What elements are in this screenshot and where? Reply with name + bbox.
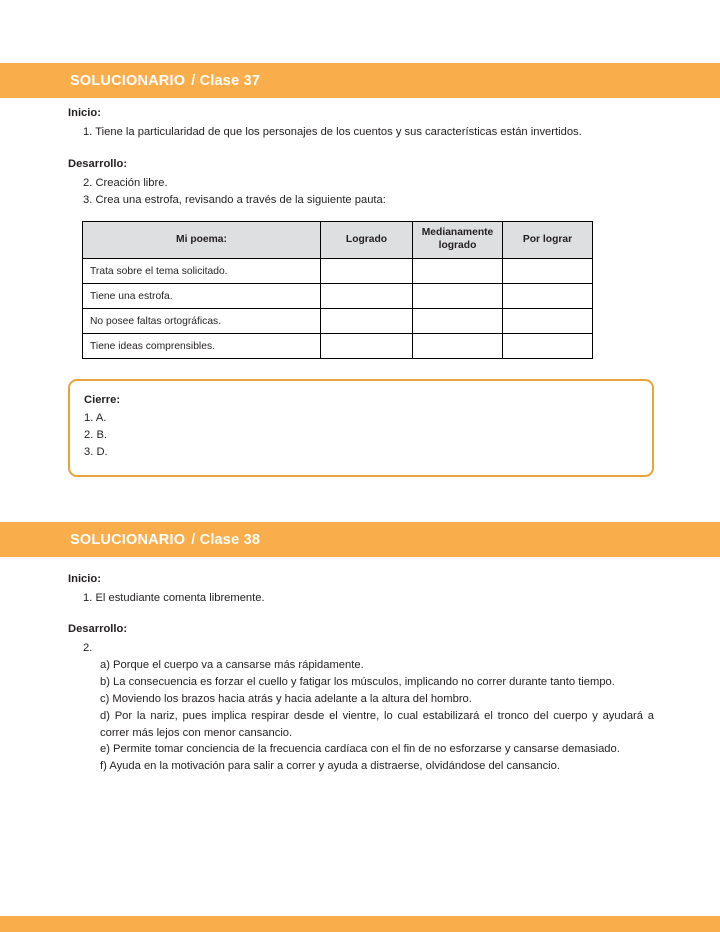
desarrollo-item-1-1: 2. Creación libre. xyxy=(83,177,168,190)
rubric-table-wrapper xyxy=(82,221,592,359)
banner-subtitle-2: / Clase 38 xyxy=(191,531,261,548)
table-cell-checkbox[interactable] xyxy=(503,284,593,309)
section-1-inicio-block xyxy=(68,106,654,141)
table-cell-checkbox[interactable] xyxy=(503,334,593,359)
table-cell-checkbox[interactable] xyxy=(321,259,413,284)
table-cell-checkbox[interactable] xyxy=(321,284,413,309)
desarrollo-subitem-a: a) Porque el cuerpo va a cansarse más rápidamente. xyxy=(100,659,364,672)
desarrollo-heading-2: Desarrollo: xyxy=(68,623,128,635)
section-2-desarrollo-block xyxy=(68,622,654,775)
banner-text-group-2 xyxy=(0,532,260,548)
inicio-item-2-1: 1. El estudiante comenta libremente. xyxy=(83,592,265,605)
cierre-callout-box xyxy=(68,379,654,477)
section-1-desarrollo-block xyxy=(68,157,654,210)
table-cell-checkbox[interactable] xyxy=(503,259,593,284)
table-header-row xyxy=(83,222,593,259)
banner-text-group-1 xyxy=(0,73,260,89)
cierre-heading: Cierre: xyxy=(84,394,121,406)
table-cell-checkbox[interactable] xyxy=(321,309,413,334)
inicio-heading-2: Inicio: xyxy=(68,573,101,585)
table-col-header-medianamente-logrado: Medianamente logrado xyxy=(413,222,503,259)
table-cell-checkbox[interactable] xyxy=(413,284,503,309)
table-row-label-2: Tiene una estrofa. xyxy=(83,284,321,309)
inicio-heading-1: Inicio: xyxy=(68,107,101,119)
desarrollo-subitem-e: e) Permite tomar conciencia de la frecuencia cardíaca con el fin de no esforzarse y cansarse demasiado. xyxy=(100,743,620,756)
banner-title-1: SOLUCIONARIO xyxy=(70,72,186,89)
table-col-header-por-lograr: Por lograr xyxy=(503,222,593,259)
table-row xyxy=(83,284,593,309)
desarrollo-subitem-d: d) Por la nariz, pues implica respirar desde el vientre, lo cual estabilizará el tronco del cuerpo y ayudará a correr más lejos con menor cansancio. xyxy=(100,709,654,739)
desarrollo-item-2-1: 2. xyxy=(83,642,93,655)
table-cell-checkbox[interactable] xyxy=(321,334,413,359)
desarrollo-item-1-2: 3. Crea una estrofa, revisando a través de la siguiente pauta: xyxy=(83,194,386,207)
table-cell-checkbox[interactable] xyxy=(503,309,593,334)
table-row-label-1: Trata sobre el tema solicitado. xyxy=(83,259,321,284)
table-cell-checkbox[interactable] xyxy=(413,309,503,334)
table-col-header-poema: Mi poema: xyxy=(83,222,321,259)
cierre-item-3: 3. D. xyxy=(84,445,108,458)
cierre-item-1: 1. A. xyxy=(84,412,107,425)
table-cell-checkbox[interactable] xyxy=(413,334,503,359)
cierre-item-2: 2. B. xyxy=(84,428,108,441)
table-cell-checkbox[interactable] xyxy=(413,259,503,284)
section-header-banner-2 xyxy=(0,522,720,557)
table-row xyxy=(83,334,593,359)
desarrollo-subitem-b: b) La consecuencia es forzar el cuello y fatigar los músculos, implicando no correr durante tanto tiempo. xyxy=(100,676,615,689)
inicio-item-1-1: 1. Tiene la particularidad de que los personajes de los cuentos y sus características están invertidos. xyxy=(83,126,582,139)
section-header-banner-1 xyxy=(0,63,720,98)
desarrollo-heading-1: Desarrollo: xyxy=(68,158,128,170)
table-row-label-4: Tiene ideas comprensibles. xyxy=(83,334,321,359)
footer-accent-bar xyxy=(0,916,720,932)
table-row-label-3: No posee faltas ortográficas. xyxy=(83,309,321,334)
table-col-header-logrado: Logrado xyxy=(321,222,413,259)
banner-subtitle-1: / Clase 37 xyxy=(191,72,261,89)
desarrollo-subitem-c: c) Moviendo los brazos hacia atrás y hacia adelante a la altura del hombro. xyxy=(100,692,472,705)
table-row xyxy=(83,309,593,334)
banner-title-2: SOLUCIONARIO xyxy=(70,531,186,548)
desarrollo-subitem-f: f) Ayuda en la motivación para salir a correr y ayuda a distraerse, olvidándose del cansancio. xyxy=(100,760,560,773)
table-row xyxy=(83,259,593,284)
section-2-inicio-block xyxy=(68,572,654,607)
rubric-table xyxy=(82,221,593,359)
